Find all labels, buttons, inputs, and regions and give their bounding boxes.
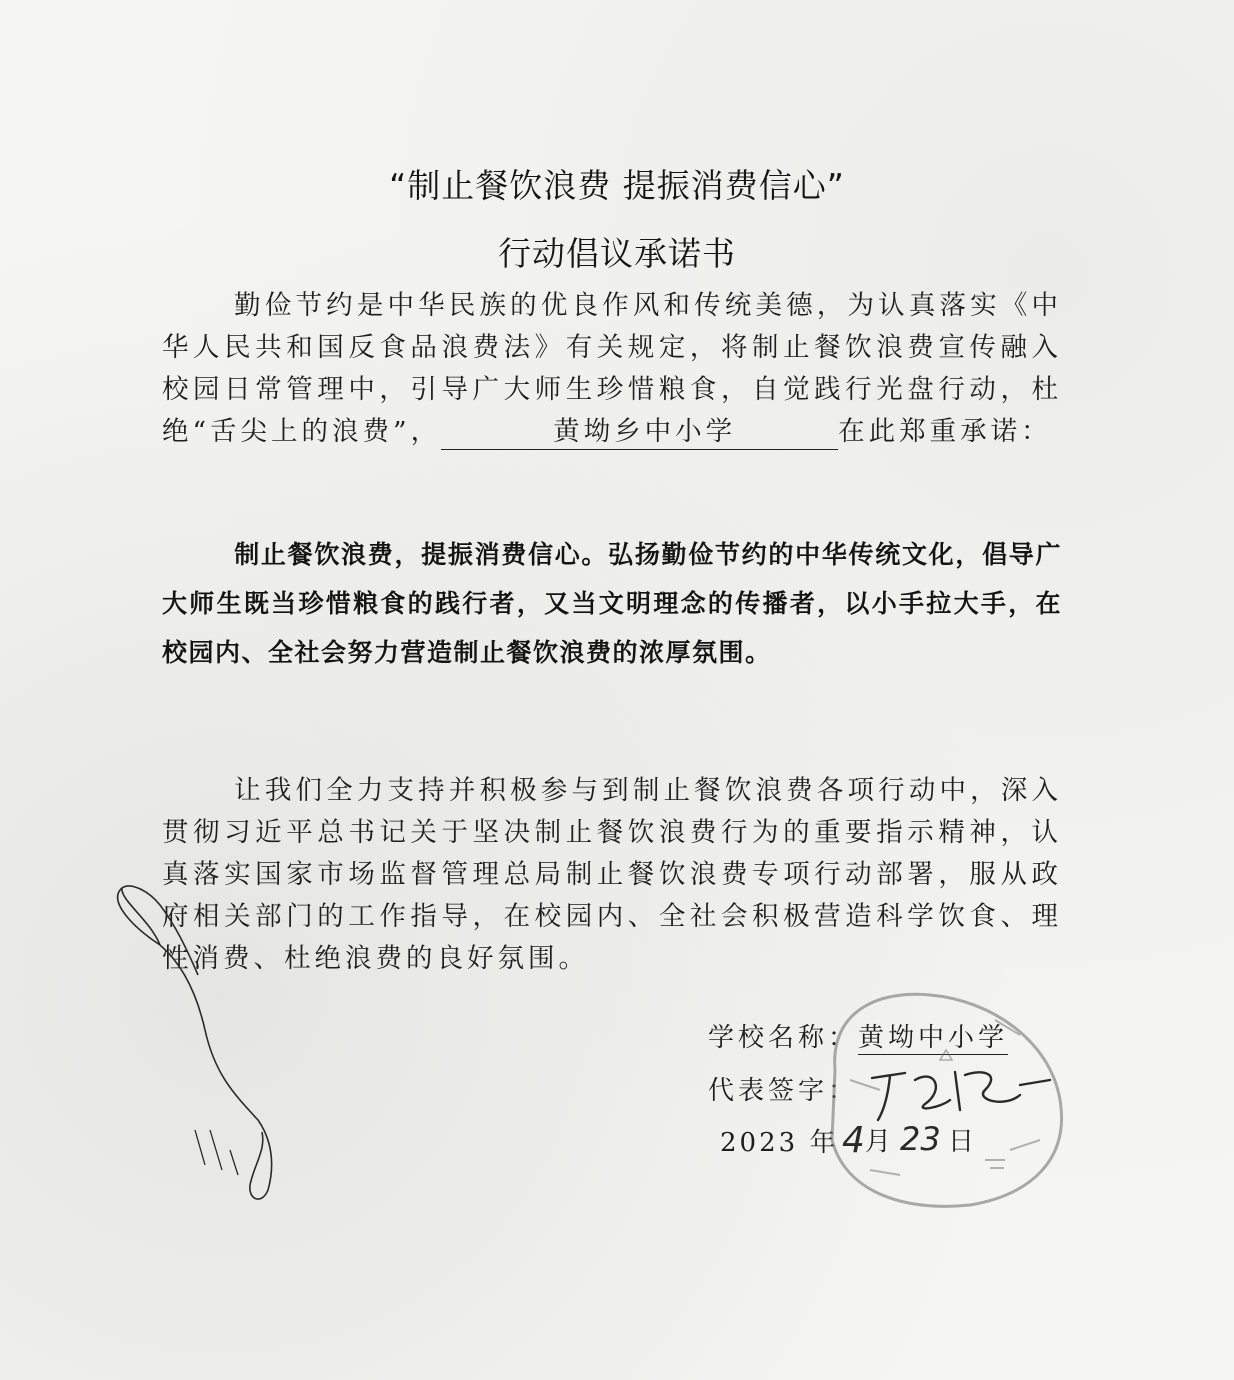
action-paragraph-text: 让我们全力支持并积极参与到制止餐饮浪费各项行动中，深入贯彻习近平总书记关于坚决制止餐饮浪费行为的重要指示精神，认真落实国家市场监督管理总局制止餐饮浪费专项行动部署，服从政府相关部门的工作指导，在校园内、全社会积极营造科学饮食、理性消费、杜绝浪费的良好氛围。 [162, 775, 1062, 974]
school-name-line [708, 1017, 1008, 1054]
bold-paragraph-text: 制止餐饮浪费，提振消费信心。弘扬勤俭节约的中华传统文化，倡导广大师生既当珍惜粮食的践行者，又当文明理念的传播者，以小手拉大手，在校园内、全社会努力营造制止餐饮浪费的浓厚氛围。 [162, 540, 1062, 667]
school-name-label: 学校名称： [708, 1023, 859, 1053]
handwritten-signature [872, 1072, 1050, 1120]
commitment-paragraph-bold [162, 530, 1062, 677]
school-name-fill-part-2: 小学 [675, 415, 838, 450]
commitment-intro-paragraph [162, 285, 1062, 453]
intro-text: 勤俭节约是中华民族的优良作风和传统美德，为认真落实《中华人民共和国反食品浪费法》有关规定，将制止餐饮浪费宣传融入校园日常管理中，引导广大师生珍惜粮食，自觉践行光盘行动，杜绝“舌尖上的浪费”， [162, 290, 1062, 447]
date-day-suffix: 日 [948, 1127, 975, 1157]
date-day-handwritten: 23 [900, 1120, 941, 1158]
commitment-paragraph-action [162, 770, 1062, 980]
date-year: 2023 [720, 1128, 799, 1158]
representative-label: 代表签字： [708, 1076, 859, 1106]
date-line [720, 1122, 838, 1159]
school-name-fill-part-1: 黄坳乡中 [441, 415, 675, 450]
document-title-line-2: 行动倡议承诺书 [498, 234, 736, 273]
date-year-suffix: 年 [809, 1128, 839, 1158]
document-title-line-1: “制止餐饮浪费 提振消费信心” [389, 166, 845, 205]
left-scribble-strokes [195, 1130, 238, 1175]
date-month-suffix: 月 [865, 1127, 892, 1157]
representative-signature-line [708, 1070, 858, 1107]
date-month-handwritten: 4 [842, 1120, 865, 1161]
intro-closing-text: 在此郑重承诺： [838, 416, 1052, 447]
school-name-value: 黄坳中小学 [858, 1023, 1009, 1053]
